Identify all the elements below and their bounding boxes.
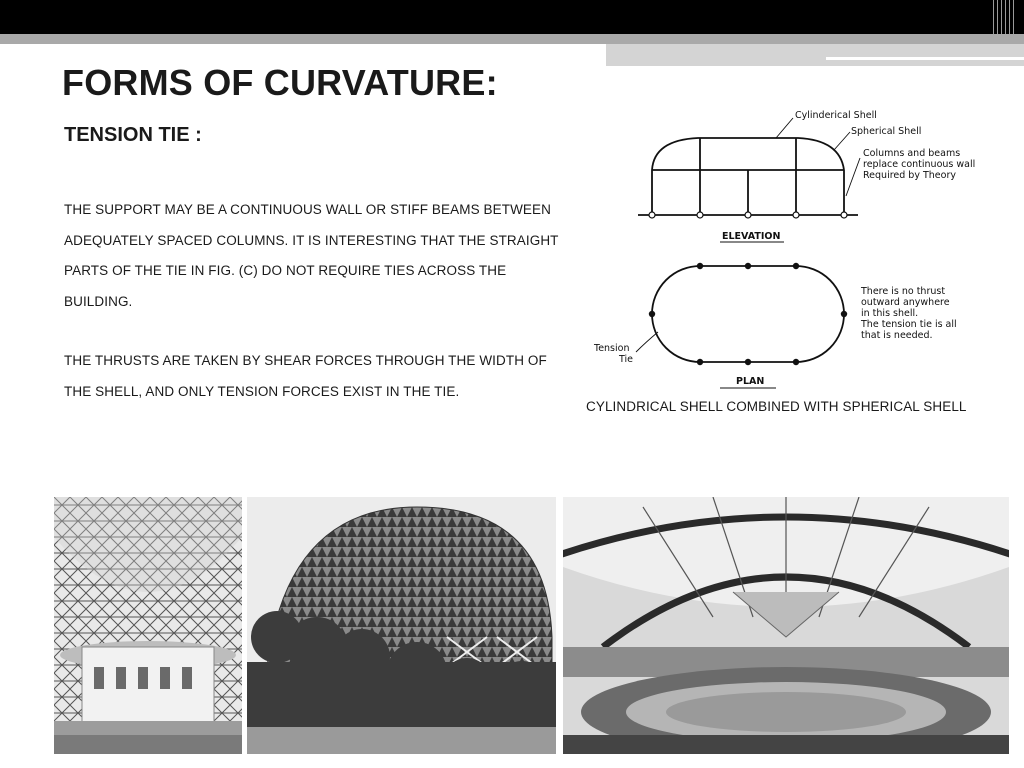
label-tie: Tie xyxy=(619,354,633,365)
lattice-dome-photo xyxy=(54,497,242,754)
label-thrust-2: outward anywhere xyxy=(861,297,950,308)
label-cylindrical-shell: Cylinderical Shell xyxy=(795,110,877,121)
plan-column-dots xyxy=(649,263,847,365)
elevation-drawing xyxy=(638,138,858,215)
header-stripes xyxy=(990,0,1016,34)
label-tension: Tension xyxy=(594,343,630,354)
label-spherical-shell: Spherical Shell xyxy=(851,126,922,137)
label-thrust-4: The tension tie is all xyxy=(861,319,957,330)
label-columns-3: Required by Theory xyxy=(863,170,956,181)
shell-diagram xyxy=(588,104,1008,394)
header-band-line xyxy=(826,57,1024,60)
body-text xyxy=(64,195,574,436)
tension-tie-leader xyxy=(636,332,658,352)
label-thrust-5: that is needed. xyxy=(861,330,933,341)
slide-title: FORMS OF CURVATURE: xyxy=(62,62,498,103)
label-elevation: ELEVATION xyxy=(722,231,781,242)
label-columns-2: replace continuous wall xyxy=(863,159,976,170)
label-plan: PLAN xyxy=(736,376,765,387)
label-thrust-1: There is no thrust xyxy=(861,286,946,297)
durian-dome-photo xyxy=(247,497,556,754)
header-band-right xyxy=(606,44,1024,66)
header-bar xyxy=(0,0,1024,34)
diagram-caption: CYLINDRICAL SHELL COMBINED WITH SPHERICAL SHELL xyxy=(586,399,967,414)
paragraph-thrusts: THE THRUSTS ARE TAKEN BY SHEAR FORCES THROUGH THE WIDTH OF THE SHELL, AND ONLY TENSION FORCES EXIST IN THE TIE. xyxy=(64,353,547,399)
label-thrust-3: in this shell. xyxy=(861,308,919,319)
paragraph-support: THE SUPPORT MAY BE A CONTINUOUS WALL OR STIFF BEAMS BETWEEN ADEQUATELY SPACED COLUMNS. IT IS INTERESTING THAT THE STRAIGHT PARTS OF THE TIE IN FIG. (C) DO NOT REQUIRE TIES ACROSS THE BUILDING. xyxy=(64,202,559,309)
velodrome-interior-photo xyxy=(563,497,1009,754)
slide-subtitle: TENSION TIE : xyxy=(64,124,202,146)
label-columns-1: Columns and beams xyxy=(863,148,961,159)
elevation-leaders xyxy=(776,118,860,196)
plan-drawing xyxy=(652,266,844,362)
header-band xyxy=(0,34,1024,44)
